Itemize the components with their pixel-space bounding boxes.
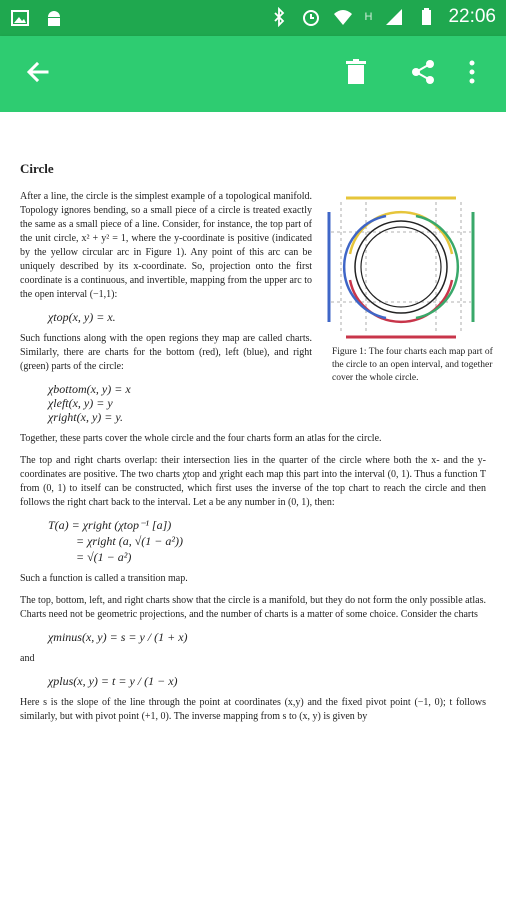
equation-minus: χminus(x, y) = s = y / (1 + x) xyxy=(48,630,188,644)
bluetooth-icon xyxy=(269,7,289,27)
circle-charts-diagram xyxy=(326,192,476,342)
delete-button[interactable] xyxy=(336,54,376,94)
more-vert-icon xyxy=(468,60,476,89)
image-icon xyxy=(10,8,30,28)
word-and: and xyxy=(20,653,35,664)
equation-left: χleft(x, y) = y xyxy=(48,396,113,410)
equation-transition-1: T(a) = χright (χtop⁻¹ [a]) xyxy=(48,518,172,532)
equation-bottom: χbottom(x, y) = x xyxy=(48,382,131,396)
equation-transition-3: = √(1 − a²) xyxy=(76,550,132,564)
status-bar xyxy=(0,0,506,36)
back-button[interactable] xyxy=(18,54,58,94)
equation-transition-2: = χright (a, √(1 − a²)) xyxy=(76,534,183,548)
trash-icon xyxy=(345,59,367,90)
paragraph-overlap: The top and right charts overlap: their intersection lies in the quarter of the circle where both the x- and the y-coordinates are positive. The two charts χtop and χright each map this part into the interval (0, 1). Thus a function T from (0, 1) to itself can be constructed, which first uses the inverse of the top chart to reach the circle and then follows the right chart back to the interval. Let a be any number in (0, 1), then: xyxy=(20,455,486,508)
document-viewer[interactable] xyxy=(0,112,506,900)
paragraph-atlas-choice: The top, bottom, left, and right charts show that the circle is a manifold, but they do not form the only possible atlas. Charts need not be geometric projections, and the number of charts is a matter of some choice. Consider the charts xyxy=(20,595,486,620)
figure-1 xyxy=(326,192,496,385)
clock: 22:06 xyxy=(448,6,496,27)
android-icon xyxy=(44,8,64,28)
battery-icon xyxy=(416,7,436,27)
equation-plus: χplus(x, y) = t = y / (1 − x) xyxy=(48,674,178,688)
overflow-menu-button[interactable] xyxy=(452,54,492,94)
equation-top: χtop(x, y) = x. xyxy=(48,310,116,324)
document-page xyxy=(20,161,493,732)
paragraph-transition-map: Such a function is called a transition map. xyxy=(20,573,188,584)
network-label: H xyxy=(364,11,373,23)
signal-icon xyxy=(384,7,404,27)
app-bar xyxy=(0,36,506,112)
share-icon xyxy=(410,59,436,90)
equation-right: χright(x, y) = y. xyxy=(48,410,124,424)
paragraph-intro: After a line, the circle is the simplest example of a topological manifold. Topology ignores bending, so a small piece of a circle is treated exactly the same as a small piece of a line. Consider, for instance, the top part of the unit circle, x² + y² = 1, where the y-coordinate is positive (indicated by the yellow circular arc in Figure 1). Any point of this arc can be uniquely described by its x-coordinate. So, projection onto the first coordinate is a continuous, and invertible, mapping from the upper arc to the open interval (−1,1): xyxy=(20,191,312,300)
wifi-icon xyxy=(333,7,353,27)
paragraph-atlas: Together, these parts cover the whole circle and the four charts form an atlas for the circle. xyxy=(20,433,382,444)
share-button[interactable] xyxy=(403,54,443,94)
paragraph-charts: Such functions along with the open regions they map are called charts. Similarly, there are charts for the bottom (red), left (blue), and right (green) parts of the circle: xyxy=(20,333,312,372)
alarm-icon xyxy=(301,7,321,27)
paragraph-slope: Here s is the slope of the line through the point at coordinates (x,y) and the fixed pivot point (−1, 0); t follows similarly, but with pivot point (+1, 0). The inverse mapping from s to (x, y) is given by xyxy=(20,697,486,722)
figure-caption: Figure 1: The four charts each map part of the circle to an open interval, and together cover the whole circle. xyxy=(332,347,493,383)
arrow-left-icon xyxy=(25,59,51,90)
section-heading: Circle xyxy=(20,161,54,176)
